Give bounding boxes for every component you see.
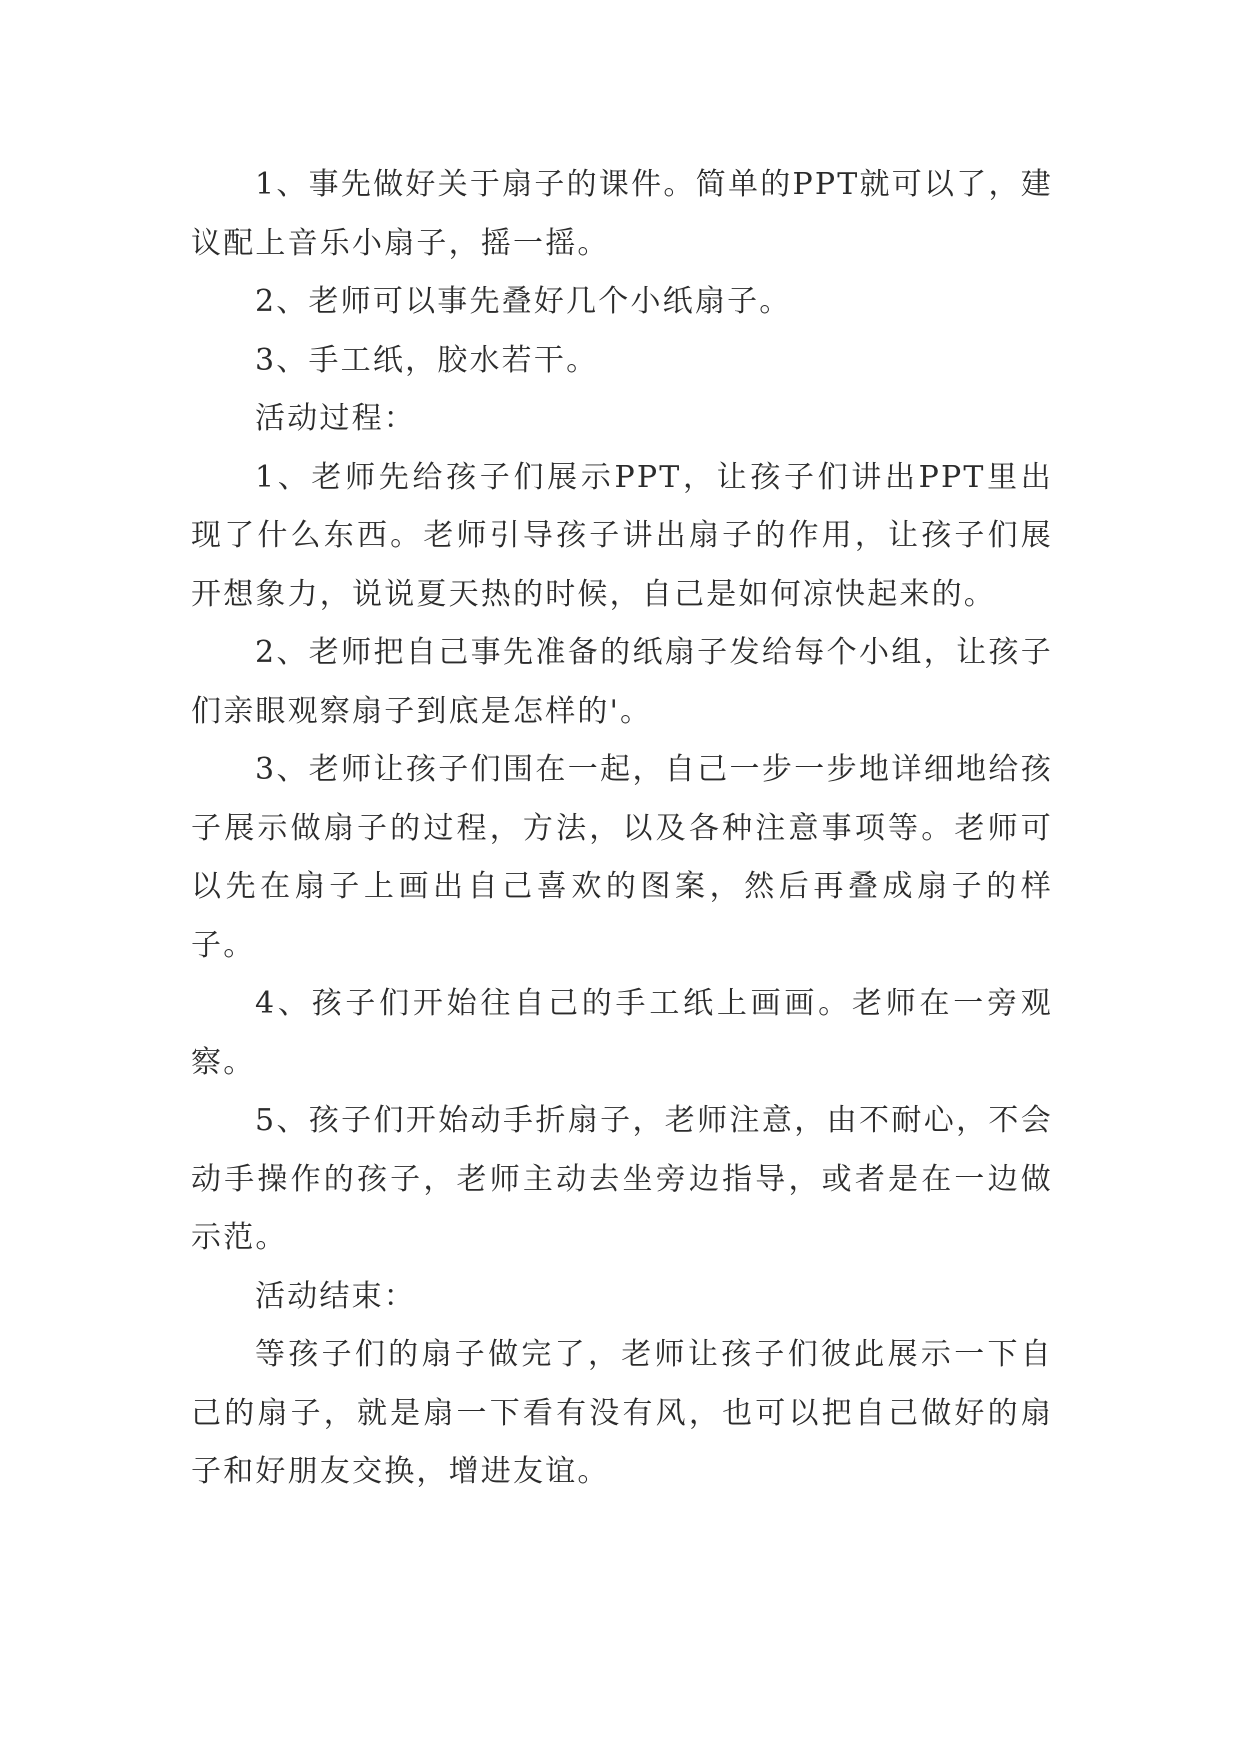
paragraph-end: 等孩子们的扇子做完了，老师让孩子们彼此展示一下自己的扇子，就是扇一下看有没有风，也可以把自己做好的扇子和好朋友交换，增进友谊。 <box>191 1337 1053 1489</box>
paragraph-process-1: 1、老师先给孩子们展示PPT，让孩子们讲出PPT里出现了什么东西。老师引导孩子讲出扇子的作用，让孩子们展开想象力，说说夏天热的时候，自己是如何凉快起来的。 <box>191 459 1053 612</box>
section-heading-end: 活动结束： <box>255 1278 416 1314</box>
document-body <box>191 156 1053 1502</box>
paragraph-process-2: 2、老师把自己事先准备的纸扇子发给每个小组，让孩子们亲眼观察扇子到底是怎样的'。 <box>191 635 1053 729</box>
paragraph-process-5: 5、孩子们开始动手折扇子，老师注意，由不耐心，不会动手操作的孩子，老师主动去坐旁边指导，或者是在一边做示范。 <box>191 1103 1053 1255</box>
paragraph-process-4: 4、孩子们开始往自己的手工纸上画画。老师在一旁观察。 <box>191 986 1053 1080</box>
section-heading-process: 活动过程： <box>255 401 416 436</box>
paragraph-prep-3: 3、手工纸，胶水若干。 <box>255 342 599 378</box>
paragraph-process-3: 3、老师让孩子们围在一起，自己一步一步地详细地给孩子展示做扇子的过程，方法，以及各种注意事项等。老师可以先在扇子上画出自己喜欢的图案，然后再叠成扇子的样子。 <box>191 752 1053 963</box>
paragraph-prep-2: 2、老师可以事先叠好几个小纸扇子。 <box>255 284 792 319</box>
paragraph-prep-1: 1、事先做好关于扇子的课件。简单的PPT就可以了，建议配上音乐小扇子，摇一摇。 <box>191 167 1053 261</box>
